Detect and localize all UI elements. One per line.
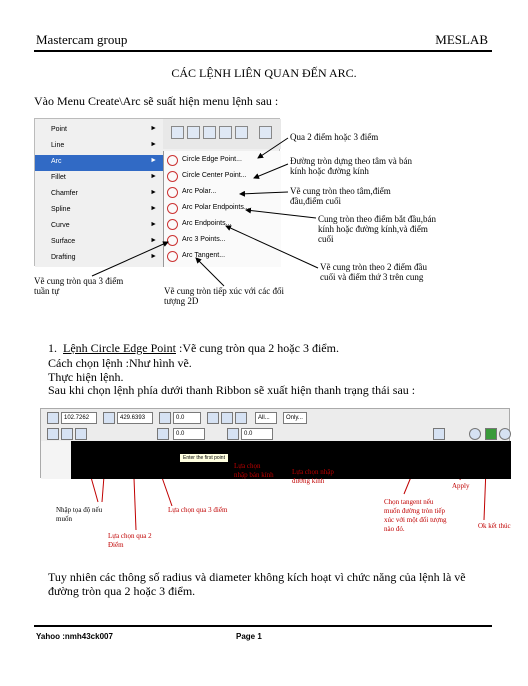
annotation-edge-point: Qua 2 điểm hoặc 3 điểm xyxy=(290,132,379,142)
footer-page-number: Page 1 xyxy=(236,632,262,641)
annotation-tangent-option: Chọn tangent nếu muốn đường tròn tiếp xúc với một đối tượng nào đó. xyxy=(384,498,447,533)
annotation-ok: Ok kết thúc xyxy=(478,522,511,530)
radius-button[interactable] xyxy=(157,428,169,440)
menu-item-chamfer[interactable]: Chamfer ► xyxy=(51,189,157,197)
toolbar-button[interactable] xyxy=(259,126,272,139)
annotation-coordinates: Nhập tọa độ nếu muốn xyxy=(56,506,103,523)
create-main-menu xyxy=(35,119,163,267)
submenu-arc-endpoints[interactable]: Arc Endpoints... xyxy=(164,217,282,233)
arc-icon xyxy=(167,235,178,246)
lock-icon[interactable] xyxy=(75,428,87,440)
footer-contact: Yahoo :nmh43ck007 xyxy=(36,632,113,641)
prompt-tooltip: Enter the first point xyxy=(179,453,229,463)
section-command-name: Lệnh Circle Edge Point xyxy=(63,341,176,355)
three-point-button[interactable] xyxy=(61,428,73,440)
body-line-2: Thực hiện lệnh. xyxy=(48,370,124,384)
annotation-2-points: Lựa chọn qua 2 Điểm xyxy=(108,532,152,549)
menu-item-surface[interactable]: Surface ► xyxy=(51,237,157,245)
menu-item-drafting[interactable]: Drafting ► xyxy=(51,253,157,261)
z-coordinate-field[interactable]: 0.0 xyxy=(173,412,201,424)
toolbar-strip xyxy=(163,119,281,149)
clear-button[interactable] xyxy=(235,412,247,424)
submenu-arc-polar[interactable]: Arc Polar... xyxy=(164,185,282,201)
annotation-3-points-option: Lựa chọn qua 3 điểm xyxy=(168,506,228,514)
y-coord-button[interactable] xyxy=(103,412,115,424)
help-button[interactable] xyxy=(499,428,511,440)
apply-button[interactable] xyxy=(469,428,481,440)
closing-paragraph: Tuy nhiên các thông số radius và diameter không kích hoạt vì chức năng của lệnh là vẽ đường tròn qua 2 hoặc 3 điểm. xyxy=(48,570,466,598)
header-right: MESLAB xyxy=(435,32,488,47)
arc-icon xyxy=(167,203,178,214)
header-rule xyxy=(34,50,492,52)
z-coord-button[interactable] xyxy=(159,412,171,424)
body-line-3: Sau khi chọn lệnh phía dưới thanh Ribbon sẽ xuất hiện thanh trạng thái sau : xyxy=(48,383,416,397)
menu-item-fillet[interactable]: Fillet ► xyxy=(51,173,157,181)
toolbar-button[interactable] xyxy=(235,126,248,139)
graphics-area xyxy=(71,441,511,479)
submenu-circle-edge-point[interactable]: Circle Edge Point... xyxy=(164,153,282,169)
submenu-arc-3-points[interactable]: Arc 3 Points... xyxy=(164,233,282,249)
left-toolbar xyxy=(41,441,71,479)
x-coord-button[interactable] xyxy=(47,412,59,424)
menu-item-point[interactable]: Point ► xyxy=(51,125,157,133)
ribbon-row-1 xyxy=(41,411,511,425)
menu-screenshot xyxy=(34,118,280,266)
annotation-3-points: Vẽ cung tròn qua 3 điểm tuần tự xyxy=(34,276,124,296)
section-heading xyxy=(48,342,339,355)
menu-item-curve[interactable]: Curve ► xyxy=(51,221,157,229)
submenu-circle-center-point[interactable]: Circle Center Point... xyxy=(164,169,282,185)
y-coordinate-field[interactable]: 429.6393 xyxy=(117,412,153,424)
annotation-endpoints: Vẽ cung tròn theo 2 điểm đầu cuối và điểm thứ 3 trên cung xyxy=(320,262,427,282)
annotation-polar-endpoints: Cung tròn theo điểm bắt đầu,bán kính hoặc đường kính,và điểm cuối xyxy=(318,214,436,244)
circle-icon xyxy=(167,171,178,182)
ok-button[interactable] xyxy=(485,428,497,440)
two-point-button[interactable] xyxy=(47,428,59,440)
only-button[interactable]: Only... xyxy=(283,412,307,424)
ribbon-screenshot xyxy=(40,408,510,478)
annotation-diameter: Lựa chọn nhập đường kính xyxy=(292,468,334,485)
intro-text: Vào Menu Create\Arc sẽ suất hiện menu lệnh sau : xyxy=(34,94,279,108)
annotation-center-point: Đường tròn dựng theo tâm và bán kính hoặc đường kính xyxy=(290,156,412,176)
annotation-tangent: Vẽ cung tròn tiếp xúc với các đối tượng 2D xyxy=(164,286,284,306)
diameter-field[interactable]: 0.0 xyxy=(241,428,273,440)
body-line-1: Cách chọn lệnh :Như hình vẽ. xyxy=(48,356,192,370)
section-heading-rest: :Vẽ cung tròn qua 2 hoặc 3 điểm. xyxy=(175,341,339,355)
menu-item-line[interactable]: Line ► xyxy=(51,141,157,149)
diameter-button[interactable] xyxy=(227,428,239,440)
arc-icon xyxy=(167,219,178,230)
arc-icon xyxy=(167,187,178,198)
edit-point-button[interactable] xyxy=(207,412,219,424)
annotation-arc-polar: Vẽ cung tròn theo tâm,điểm đầu,điểm cuối xyxy=(290,186,391,206)
arc-icon xyxy=(167,251,178,262)
arc-submenu xyxy=(163,151,281,267)
tangent-button[interactable] xyxy=(433,428,445,440)
annotation-radius: Lựa chọn nhập bán kính xyxy=(234,462,274,479)
menu-item-spline[interactable]: Spline ► xyxy=(51,205,157,213)
toolbar-button[interactable] xyxy=(187,126,200,139)
toolbar-button[interactable] xyxy=(203,126,216,139)
header-left: Mastercam group xyxy=(36,32,128,47)
menu-item-arc[interactable]: Arc ► xyxy=(35,155,163,171)
toolbar-button[interactable] xyxy=(171,126,184,139)
document-title: CÁC LỆNH LIÊN QUAN ĐẾN ARC. xyxy=(171,66,357,80)
toolbar-button[interactable] xyxy=(219,126,232,139)
x-coordinate-field[interactable]: 102.7262 xyxy=(61,412,97,424)
circle-icon xyxy=(167,155,178,166)
section-number: 1. xyxy=(48,341,57,355)
footer-rule xyxy=(34,625,492,627)
radius-field[interactable]: 0.0 xyxy=(173,428,205,440)
submenu-arc-tangent[interactable]: Arc Tangent... xyxy=(164,249,282,265)
delete-point-button[interactable] xyxy=(221,412,233,424)
submenu-arc-polar-endpoints[interactable]: Arc Polar Endpoints... xyxy=(164,201,282,217)
all-button[interactable]: All... xyxy=(255,412,277,424)
ribbon-row-2 xyxy=(41,427,511,441)
annotation-apply: Apply xyxy=(452,482,470,490)
page-header xyxy=(36,32,488,50)
